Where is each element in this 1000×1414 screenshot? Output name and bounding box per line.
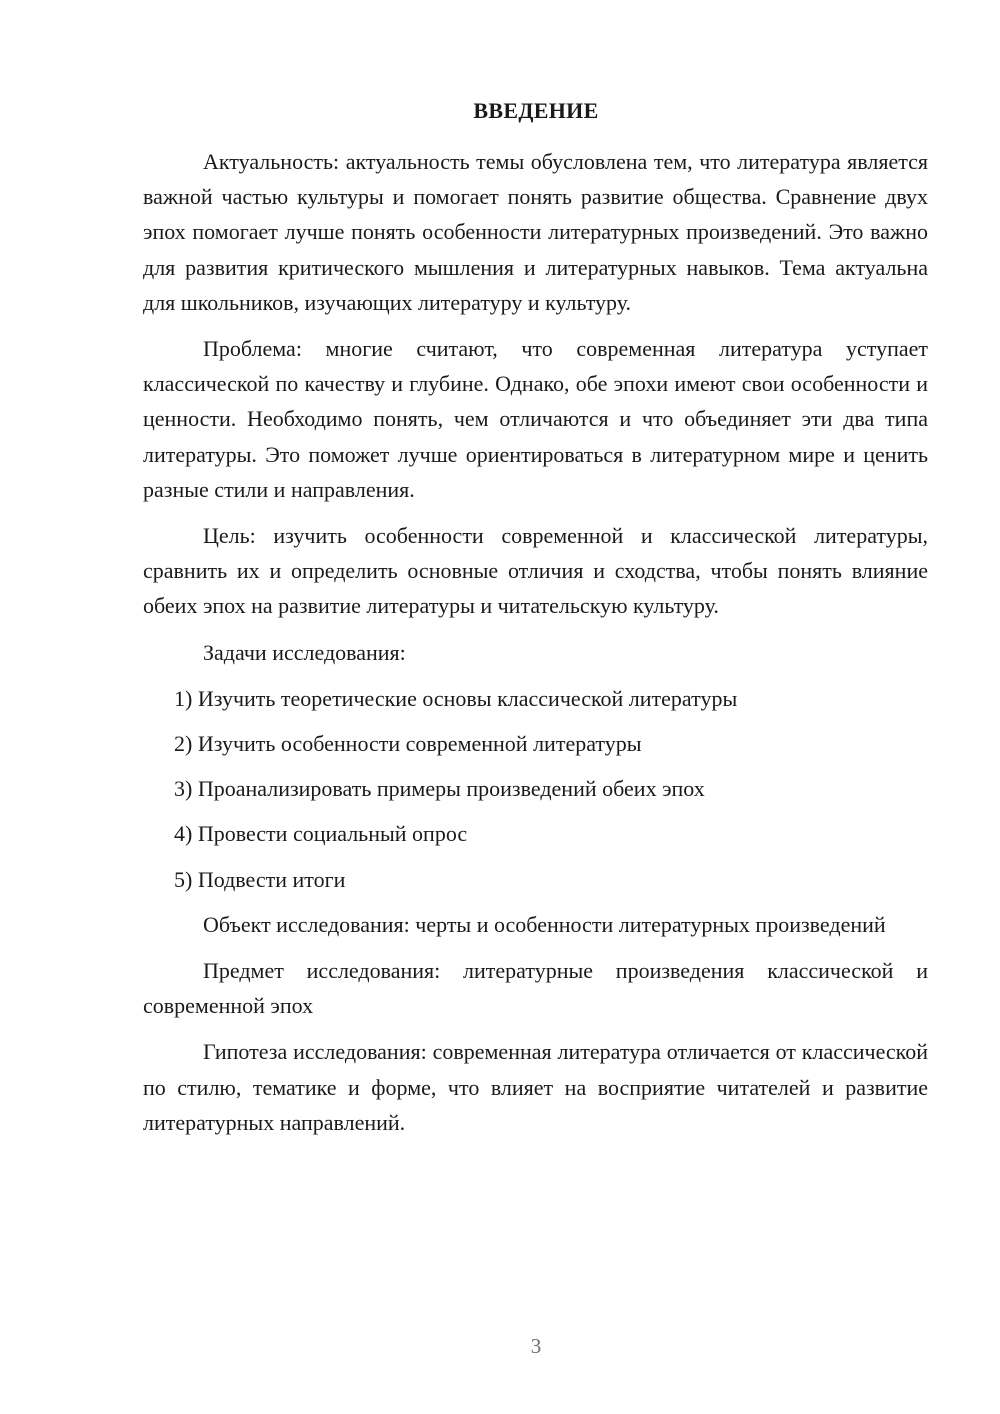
hypothesis-paragraph: Гипотеза исследования: современная литература отличается от классической по стилю, тематике и форме, что влияет на восприятие читателей и развитие литературных направлений. xyxy=(143,1039,928,1135)
list-item: 4) Провести социальный опрос xyxy=(174,821,468,847)
list-item: 1) Изучить теоретические основы классической литературы xyxy=(174,685,738,711)
page-title: ВВЕДЕНИЕ xyxy=(473,98,599,123)
tasks-list xyxy=(143,681,928,897)
object-paragraph: Объект исследования: черты и особенности литературных произведений xyxy=(203,911,886,937)
list-item: 5) Подвести итоги xyxy=(174,866,346,892)
subject-paragraph: Предмет исследования: литературные произведения классической и современной эпох xyxy=(143,958,928,1019)
document-body xyxy=(143,144,928,1151)
problem-paragraph: Проблема: многие считают, что современная литература уступает классической по качеству и глубине. Однако, обе эпохи имеют свои особенности и ценности. Необходимо понять, чем отличаются и что объединяет эти два типа литературы. Это поможет лучше ориентироваться в литературном мире и ценить разные стили и направления. xyxy=(143,336,928,502)
goal-paragraph: Цель: изучить особенности современной и классической литературы, сравнить их и определить основные отличия и сходства, чтобы понять влияние обеих эпох на развитие литературы и читательскую культуру. xyxy=(143,523,928,619)
relevance-paragraph: Актуальность: актуальность темы обусловлена тем, что литература является важной частью культуры и помогает понять развитие общества. Сравнение двух эпох помогает лучше понять особенности литературных произведений. Это важно для развития критического мышления и литературных навыков. Тема актуальна для школьников, изучающих литературу и культуру. xyxy=(143,149,928,315)
list-item: 2) Изучить особенности современной литературы xyxy=(174,731,642,757)
page-number: 3 xyxy=(530,1334,542,1358)
tasks-heading: Задачи исследования: xyxy=(203,639,406,665)
list-item: 3) Проанализировать примеры произведений обеих эпох xyxy=(174,776,705,802)
